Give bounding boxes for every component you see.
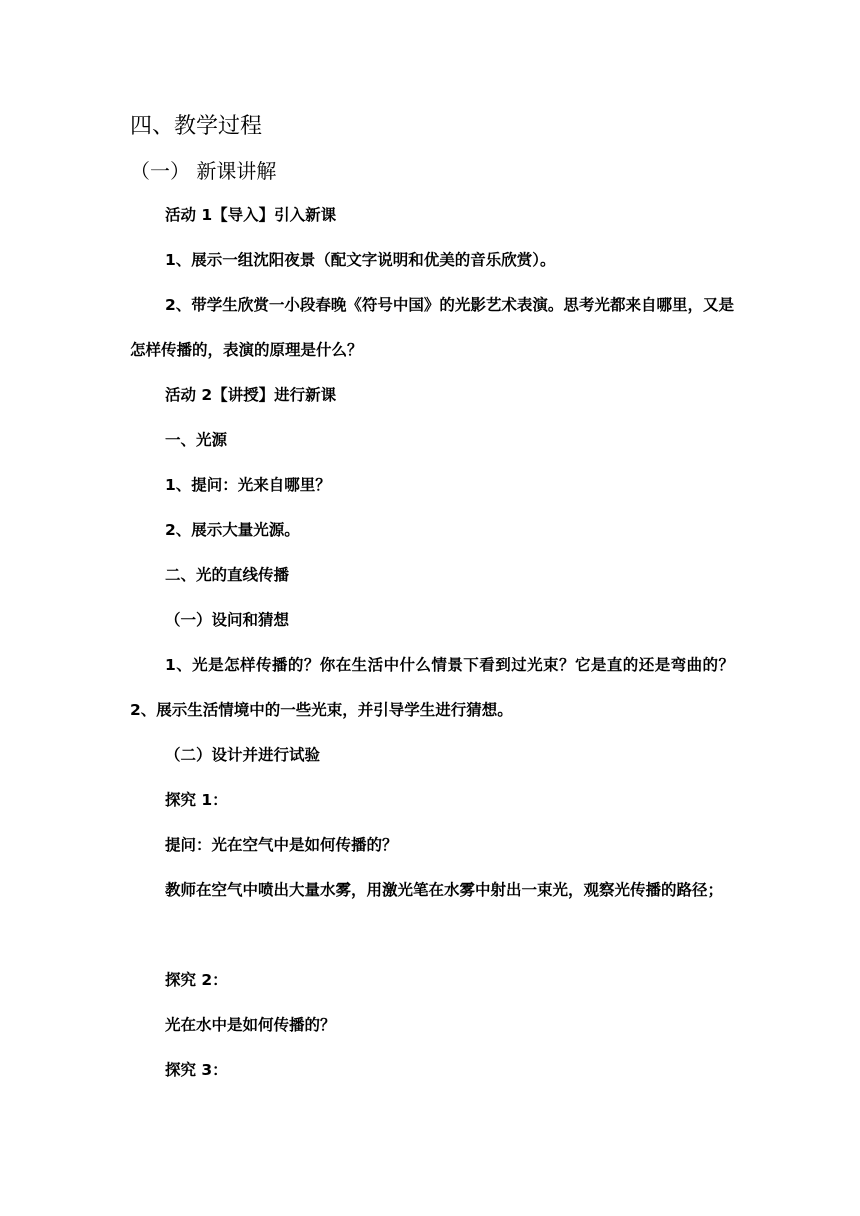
paragraph-inquiry: 探究 2：	[165, 971, 228, 989]
paragraph-subheading: （一）设问和猜想	[165, 611, 290, 629]
paragraph-activity-2: 活动 2【讲授】进行新课	[165, 386, 337, 404]
paragraph-item: 1、提问：光来自哪里？	[165, 476, 331, 494]
paragraph-item: 1、光是怎样传播的？你在生活中什么情景下看到过光束？它是直的还是弯曲的？2、展示生活情境中的一些光束，并引导学生进行猜想。	[130, 656, 734, 719]
subsection-heading: （一） 新课讲解	[130, 159, 277, 183]
paragraph-item: 光在水中是如何传播的？	[165, 1016, 336, 1034]
paragraph-inquiry: 探究 1：	[165, 791, 228, 809]
paragraph-activity-1: 活动 1【导入】引入新课	[165, 206, 337, 224]
paragraph-item: 2、带学生欣赏一小段春晚《符号中国》的光影艺术表演。思考光都来自哪里，又是怎样传播的，表演的原理是什么？	[130, 296, 734, 359]
paragraph-heading-light-source: 一、光源	[165, 431, 228, 449]
paragraph-item: 2、展示大量光源。	[165, 521, 300, 539]
paragraph-item: 教师在空气中喷出大量水雾，用激光笔在水雾中射出一束光，观察光传播的路径；	[165, 881, 724, 899]
paragraph-heading-propagation: 二、光的直线传播	[165, 566, 290, 584]
paragraph-item: 提问：光在空气中是如何传播的？	[165, 836, 398, 854]
paragraph-item: 1、展示一组沈阳夜景（配文字说明和优美的音乐欣赏）。	[165, 251, 556, 269]
paragraph-subheading: （二）设计并进行试验	[165, 746, 321, 764]
paragraph-inquiry: 探究 3：	[165, 1061, 228, 1079]
section-heading: 四、教学过程	[130, 114, 263, 139]
